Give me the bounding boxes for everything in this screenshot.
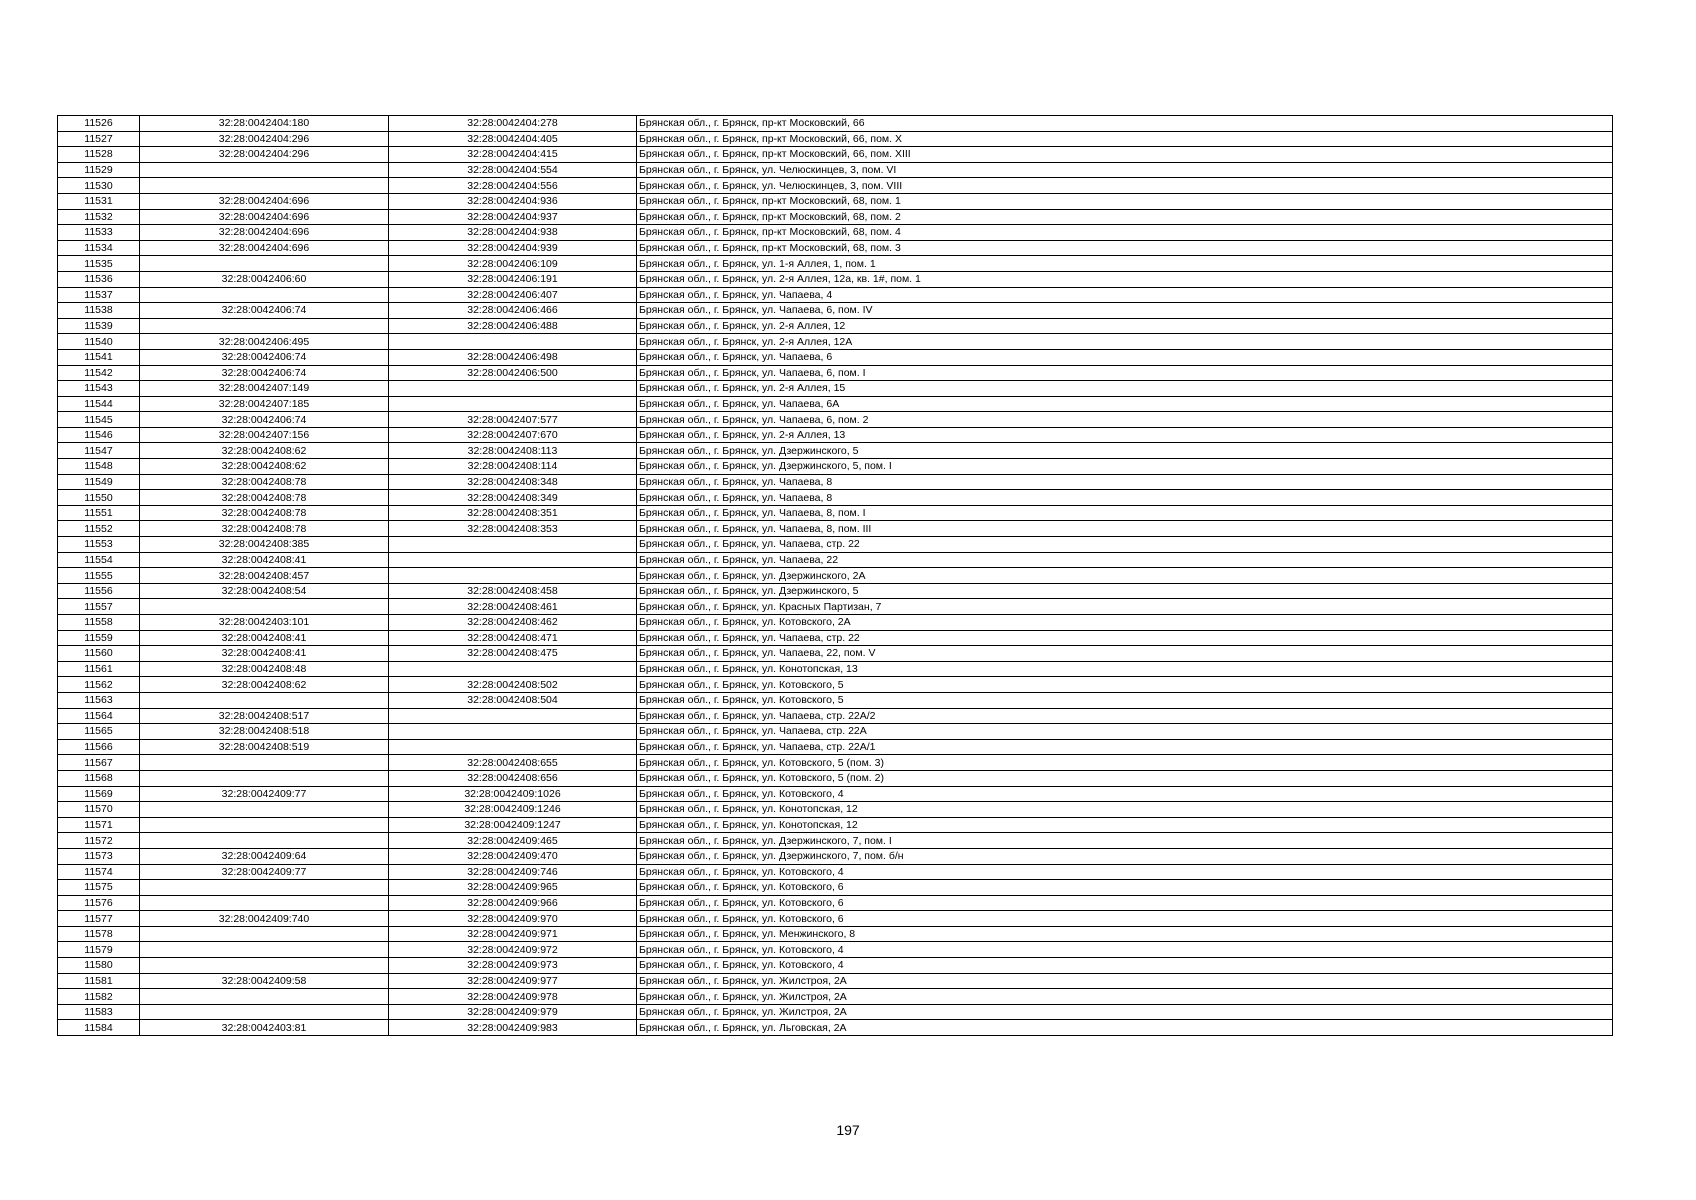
table-row [58, 240, 1613, 256]
table-row [58, 287, 1613, 303]
parent-cadastral-number-cell: 32:28:0042404:296 [140, 131, 389, 147]
row-number-cell: 11539 [58, 318, 140, 334]
cadastral-number-cell: 32:28:0042409:977 [389, 973, 637, 989]
cadastral-number-cell: 32:28:0042409:983 [389, 1020, 637, 1036]
parent-cadastral-number-cell: 32:28:0042408:41 [140, 646, 389, 662]
cadastral-number-cell [389, 537, 637, 553]
address-cell: Брянская обл., г. Брянск, ул. Чапаева, 8, пом. I [637, 505, 1613, 521]
table-row [58, 349, 1613, 365]
cadastral-number-cell: 32:28:0042408:114 [389, 459, 637, 475]
row-number-cell: 11546 [58, 427, 140, 443]
address-cell: Брянская обл., г. Брянск, ул. Котовского, 5 [637, 692, 1613, 708]
cadastral-number-cell: 32:28:0042404:554 [389, 162, 637, 178]
row-number-cell: 11534 [58, 240, 140, 256]
table-row [58, 225, 1613, 241]
parent-cadastral-number-cell: 32:28:0042408:78 [140, 521, 389, 537]
row-number-cell: 11560 [58, 646, 140, 662]
cadastral-number-cell: 32:28:0042404:936 [389, 193, 637, 209]
parent-cadastral-number-cell [140, 989, 389, 1005]
registry-table-body [58, 116, 1613, 1036]
address-cell: Брянская обл., г. Брянск, ул. Чапаева, стр. 22 [637, 537, 1613, 553]
row-number-cell: 11557 [58, 599, 140, 615]
table-row [58, 864, 1613, 880]
row-number-cell: 11568 [58, 770, 140, 786]
table-row [58, 365, 1613, 381]
cadastral-number-cell: 32:28:0042406:498 [389, 349, 637, 365]
table-row [58, 443, 1613, 459]
address-cell: Брянская обл., г. Брянск, пр-кт Московский, 66, пом. XIII [637, 147, 1613, 163]
cadastral-number-cell: 32:28:0042406:191 [389, 271, 637, 287]
table-row [58, 271, 1613, 287]
parent-cadastral-number-cell: 32:28:0042408:62 [140, 443, 389, 459]
row-number-cell: 11530 [58, 178, 140, 194]
table-row [58, 755, 1613, 771]
table-row [58, 490, 1613, 506]
address-cell: Брянская обл., г. Брянск, ул. Красных Партизан, 7 [637, 599, 1613, 615]
parent-cadastral-number-cell [140, 833, 389, 849]
address-cell: Брянская обл., г. Брянск, ул. Чапаева, 8 [637, 474, 1613, 490]
row-number-cell: 11577 [58, 911, 140, 927]
row-number-cell: 11567 [58, 755, 140, 771]
row-number-cell: 11554 [58, 552, 140, 568]
address-cell: Брянская обл., г. Брянск, ул. Дзержинского, 5 [637, 443, 1613, 459]
row-number-cell: 11571 [58, 817, 140, 833]
table-row [58, 147, 1613, 163]
property-registry-table [57, 115, 1613, 1036]
row-number-cell: 11553 [58, 537, 140, 553]
cadastral-number-cell: 32:28:0042404:556 [389, 178, 637, 194]
parent-cadastral-number-cell: 32:28:0042406:495 [140, 334, 389, 350]
table-row [58, 178, 1613, 194]
row-number-cell: 11538 [58, 303, 140, 319]
row-number-cell: 11542 [58, 365, 140, 381]
parent-cadastral-number-cell [140, 958, 389, 974]
cadastral-number-cell: 32:28:0042409:979 [389, 1004, 637, 1020]
address-cell: Брянская обл., г. Брянск, ул. Конотопская, 12 [637, 817, 1613, 833]
table-row [58, 661, 1613, 677]
cadastral-number-cell: 32:28:0042409:465 [389, 833, 637, 849]
address-cell: Брянская обл., г. Брянск, ул. Жилстроя, 2А [637, 1004, 1613, 1020]
row-number-cell: 11564 [58, 708, 140, 724]
table-row [58, 505, 1613, 521]
cadastral-number-cell: 32:28:0042409:965 [389, 880, 637, 896]
parent-cadastral-number-cell [140, 178, 389, 194]
address-cell: Брянская обл., г. Брянск, ул. Котовского, 6 [637, 911, 1613, 927]
cadastral-number-cell: 32:28:0042408:471 [389, 630, 637, 646]
row-number-cell: 11580 [58, 958, 140, 974]
table-row [58, 537, 1613, 553]
table-row [58, 381, 1613, 397]
cadastral-number-cell: 32:28:0042409:973 [389, 958, 637, 974]
parent-cadastral-number-cell [140, 880, 389, 896]
cadastral-number-cell: 32:28:0042408:353 [389, 521, 637, 537]
cadastral-number-cell: 32:28:0042406:466 [389, 303, 637, 319]
address-cell: Брянская обл., г. Брянск, ул. 2-я Аллея, 12А [637, 334, 1613, 350]
table-row [58, 427, 1613, 443]
cadastral-number-cell: 32:28:0042407:670 [389, 427, 637, 443]
cadastral-number-cell: 32:28:0042406:500 [389, 365, 637, 381]
address-cell: Брянская обл., г. Брянск, пр-кт Московский, 68, пом. 3 [637, 240, 1613, 256]
table-row [58, 848, 1613, 864]
table-row [58, 630, 1613, 646]
table-row [58, 334, 1613, 350]
row-number-cell: 11575 [58, 880, 140, 896]
row-number-cell: 11565 [58, 724, 140, 740]
table-row [58, 318, 1613, 334]
address-cell: Брянская обл., г. Брянск, ул. Котовского, 6 [637, 880, 1613, 896]
address-cell: Брянская обл., г. Брянск, ул. Чапаева, стр. 22А [637, 724, 1613, 740]
cadastral-number-cell: 32:28:0042408:461 [389, 599, 637, 615]
cadastral-number-cell: 32:28:0042409:972 [389, 942, 637, 958]
cadastral-number-cell: 32:28:0042409:1026 [389, 786, 637, 802]
table-row [58, 958, 1613, 974]
parent-cadastral-number-cell [140, 895, 389, 911]
parent-cadastral-number-cell: 32:28:0042408:78 [140, 474, 389, 490]
row-number-cell: 11533 [58, 225, 140, 241]
parent-cadastral-number-cell: 32:28:0042404:296 [140, 147, 389, 163]
row-number-cell: 11566 [58, 739, 140, 755]
cadastral-number-cell [389, 708, 637, 724]
parent-cadastral-number-cell: 32:28:0042404:696 [140, 225, 389, 241]
address-cell: Брянская обл., г. Брянск, ул. 2-я Аллея, 12а, кв. 1#, пом. 1 [637, 271, 1613, 287]
parent-cadastral-number-cell [140, 802, 389, 818]
parent-cadastral-number-cell: 32:28:0042406:74 [140, 303, 389, 319]
address-cell: Брянская обл., г. Брянск, пр-кт Московский, 66 [637, 116, 1613, 132]
page-number: 197 [836, 1122, 860, 1138]
address-cell: Брянская обл., г. Брянск, ул. Чапаева, 4 [637, 287, 1613, 303]
address-cell: Брянская обл., г. Брянск, ул. Чапаева, 8 [637, 490, 1613, 506]
parent-cadastral-number-cell: 32:28:0042406:74 [140, 349, 389, 365]
address-cell: Брянская обл., г. Брянск, ул. Чапаева, 6А [637, 396, 1613, 412]
row-number-cell: 11555 [58, 568, 140, 584]
row-number-cell: 11569 [58, 786, 140, 802]
row-number-cell: 11536 [58, 271, 140, 287]
row-number-cell: 11562 [58, 677, 140, 693]
parent-cadastral-number-cell: 32:28:0042408:385 [140, 537, 389, 553]
parent-cadastral-number-cell: 32:28:0042407:185 [140, 396, 389, 412]
table-row [58, 770, 1613, 786]
table-row [58, 646, 1613, 662]
table-row [58, 1020, 1613, 1036]
address-cell: Брянская обл., г. Брянск, ул. Жилстроя, 2А [637, 989, 1613, 1005]
row-number-cell: 11558 [58, 615, 140, 631]
address-cell: Брянская обл., г. Брянск, ул. 1-я Аллея, 1, пом. 1 [637, 256, 1613, 272]
address-cell: Брянская обл., г. Брянск, ул. Котовского, 4 [637, 958, 1613, 974]
address-cell: Брянская обл., г. Брянск, ул. Чапаева, 6 [637, 349, 1613, 365]
table-row [58, 568, 1613, 584]
row-number-cell: 11574 [58, 864, 140, 880]
table-row [58, 552, 1613, 568]
parent-cadastral-number-cell [140, 755, 389, 771]
address-cell: Брянская обл., г. Брянск, ул. Дзержинского, 2А [637, 568, 1613, 584]
address-cell: Брянская обл., г. Брянск, ул. Дзержинского, 5, пом. I [637, 459, 1613, 475]
address-cell: Брянская обл., г. Брянск, ул. Челюскинцев, 3, пом. VI [637, 162, 1613, 178]
cadastral-number-cell: 32:28:0042406:407 [389, 287, 637, 303]
cadastral-number-cell: 32:28:0042408:502 [389, 677, 637, 693]
row-number-cell: 11561 [58, 661, 140, 677]
parent-cadastral-number-cell: 32:28:0042408:518 [140, 724, 389, 740]
cadastral-number-cell: 32:28:0042408:656 [389, 770, 637, 786]
address-cell: Брянская обл., г. Брянск, ул. Жилстроя, 2А [637, 973, 1613, 989]
parent-cadastral-number-cell [140, 162, 389, 178]
table-row [58, 692, 1613, 708]
cadastral-number-cell [389, 552, 637, 568]
address-cell: Брянская обл., г. Брянск, ул. Чапаева, 22, пом. V [637, 646, 1613, 662]
parent-cadastral-number-cell: 32:28:0042409:77 [140, 786, 389, 802]
cadastral-number-cell: 32:28:0042409:971 [389, 926, 637, 942]
row-number-cell: 11540 [58, 334, 140, 350]
parent-cadastral-number-cell [140, 599, 389, 615]
address-cell: Брянская обл., г. Брянск, ул. Котовского, 4 [637, 942, 1613, 958]
table-row [58, 989, 1613, 1005]
cadastral-number-cell [389, 396, 637, 412]
table-row [58, 131, 1613, 147]
table-row [58, 396, 1613, 412]
parent-cadastral-number-cell [140, 318, 389, 334]
table-row [58, 256, 1613, 272]
table-row [58, 677, 1613, 693]
parent-cadastral-number-cell: 32:28:0042409:64 [140, 848, 389, 864]
table-row [58, 521, 1613, 537]
parent-cadastral-number-cell [140, 817, 389, 833]
row-number-cell: 11526 [58, 116, 140, 132]
row-number-cell: 11552 [58, 521, 140, 537]
row-number-cell: 11545 [58, 412, 140, 428]
row-number-cell: 11527 [58, 131, 140, 147]
row-number-cell: 11531 [58, 193, 140, 209]
address-cell: Брянская обл., г. Брянск, пр-кт Московский, 66, пом. X [637, 131, 1613, 147]
parent-cadastral-number-cell: 32:28:0042408:62 [140, 677, 389, 693]
table-row [58, 895, 1613, 911]
table-row [58, 459, 1613, 475]
address-cell: Брянская обл., г. Брянск, ул. Котовского, 5 [637, 677, 1613, 693]
cadastral-number-cell: 32:28:0042408:349 [389, 490, 637, 506]
cadastral-number-cell: 32:28:0042404:415 [389, 147, 637, 163]
cadastral-number-cell: 32:28:0042408:475 [389, 646, 637, 662]
cadastral-number-cell: 32:28:0042404:937 [389, 209, 637, 225]
cadastral-number-cell [389, 381, 637, 397]
cadastral-number-cell [389, 334, 637, 350]
row-number-cell: 11576 [58, 895, 140, 911]
address-cell: Брянская обл., г. Брянск, ул. Чапаева, 22 [637, 552, 1613, 568]
cadastral-number-cell: 32:28:0042408:113 [389, 443, 637, 459]
address-cell: Брянская обл., г. Брянск, ул. 2-я Аллея, 13 [637, 427, 1613, 443]
address-cell: Брянская обл., г. Брянск, ул. Котовского, 4 [637, 864, 1613, 880]
row-number-cell: 11529 [58, 162, 140, 178]
address-cell: Брянская обл., г. Брянск, ул. Чапаева, 8, пом. III [637, 521, 1613, 537]
address-cell: Брянская обл., г. Брянск, ул. Чапаева, 6, пом. IV [637, 303, 1613, 319]
address-cell: Брянская обл., г. Брянск, ул. Конотопская, 12 [637, 802, 1613, 818]
cadastral-number-cell [389, 568, 637, 584]
parent-cadastral-number-cell: 32:28:0042404:696 [140, 209, 389, 225]
row-number-cell: 11532 [58, 209, 140, 225]
parent-cadastral-number-cell: 32:28:0042404:696 [140, 240, 389, 256]
parent-cadastral-number-cell: 32:28:0042403:101 [140, 615, 389, 631]
row-number-cell: 11550 [58, 490, 140, 506]
parent-cadastral-number-cell: 32:28:0042407:149 [140, 381, 389, 397]
table-row [58, 474, 1613, 490]
table-row [58, 116, 1613, 132]
parent-cadastral-number-cell [140, 1004, 389, 1020]
cadastral-number-cell: 32:28:0042406:488 [389, 318, 637, 334]
address-cell: Брянская обл., г. Брянск, ул. Конотопская, 13 [637, 661, 1613, 677]
parent-cadastral-number-cell: 32:28:0042408:457 [140, 568, 389, 584]
cadastral-number-cell: 32:28:0042409:1247 [389, 817, 637, 833]
address-cell: Брянская обл., г. Брянск, ул. Дзержинского, 7, пом. б/н [637, 848, 1613, 864]
address-cell: Брянская обл., г. Брянск, ул. Котовского, 5 (пом. 2) [637, 770, 1613, 786]
cadastral-number-cell [389, 724, 637, 740]
row-number-cell: 11573 [58, 848, 140, 864]
parent-cadastral-number-cell: 32:28:0042408:48 [140, 661, 389, 677]
cadastral-number-cell: 32:28:0042406:109 [389, 256, 637, 272]
parent-cadastral-number-cell: 32:28:0042406:74 [140, 365, 389, 381]
address-cell: Брянская обл., г. Брянск, ул. Чапаева, стр. 22А/1 [637, 739, 1613, 755]
table-row [58, 973, 1613, 989]
parent-cadastral-number-cell: 32:28:0042406:74 [140, 412, 389, 428]
table-row [58, 926, 1613, 942]
row-number-cell: 11582 [58, 989, 140, 1005]
address-cell: Брянская обл., г. Брянск, ул. Чапаева, 6, пом. I [637, 365, 1613, 381]
parent-cadastral-number-cell: 32:28:0042408:62 [140, 459, 389, 475]
table-row [58, 162, 1613, 178]
table-row [58, 209, 1613, 225]
parent-cadastral-number-cell: 32:28:0042407:156 [140, 427, 389, 443]
parent-cadastral-number-cell: 32:28:0042409:77 [140, 864, 389, 880]
table-row [58, 615, 1613, 631]
row-number-cell: 11528 [58, 147, 140, 163]
parent-cadastral-number-cell: 32:28:0042404:180 [140, 116, 389, 132]
parent-cadastral-number-cell [140, 926, 389, 942]
address-cell: Брянская обл., г. Брянск, ул. Челюскинцев, 3, пом. VIII [637, 178, 1613, 194]
cadastral-number-cell: 32:28:0042408:351 [389, 505, 637, 521]
row-number-cell: 11572 [58, 833, 140, 849]
parent-cadastral-number-cell [140, 692, 389, 708]
cadastral-number-cell [389, 739, 637, 755]
table-row [58, 786, 1613, 802]
cadastral-number-cell: 32:28:0042408:462 [389, 615, 637, 631]
row-number-cell: 11549 [58, 474, 140, 490]
parent-cadastral-number-cell: 32:28:0042408:78 [140, 505, 389, 521]
parent-cadastral-number-cell: 32:28:0042409:740 [140, 911, 389, 927]
parent-cadastral-number-cell: 32:28:0042408:41 [140, 630, 389, 646]
cadastral-number-cell: 32:28:0042404:938 [389, 225, 637, 241]
parent-cadastral-number-cell [140, 287, 389, 303]
parent-cadastral-number-cell: 32:28:0042403:81 [140, 1020, 389, 1036]
address-cell: Брянская обл., г. Брянск, ул. 2-я Аллея, 12 [637, 318, 1613, 334]
cadastral-number-cell: 32:28:0042404:278 [389, 116, 637, 132]
address-cell: Брянская обл., г. Брянск, ул. Котовского, 5 (пом. 3) [637, 755, 1613, 771]
cadastral-number-cell: 32:28:0042404:939 [389, 240, 637, 256]
cadastral-number-cell: 32:28:0042407:577 [389, 412, 637, 428]
table-row [58, 193, 1613, 209]
address-cell: Брянская обл., г. Брянск, ул. Дзержинского, 7, пом. I [637, 833, 1613, 849]
cadastral-number-cell: 32:28:0042409:470 [389, 848, 637, 864]
parent-cadastral-number-cell: 32:28:0042408:78 [140, 490, 389, 506]
parent-cadastral-number-cell [140, 942, 389, 958]
parent-cadastral-number-cell: 32:28:0042404:696 [140, 193, 389, 209]
cadastral-number-cell: 32:28:0042408:655 [389, 755, 637, 771]
address-cell: Брянская обл., г. Брянск, ул. Дзержинского, 5 [637, 583, 1613, 599]
row-number-cell: 11544 [58, 396, 140, 412]
table-row [58, 817, 1613, 833]
row-number-cell: 11570 [58, 802, 140, 818]
row-number-cell: 11579 [58, 942, 140, 958]
table-row [58, 583, 1613, 599]
cadastral-number-cell: 32:28:0042409:746 [389, 864, 637, 880]
row-number-cell: 11547 [58, 443, 140, 459]
row-number-cell: 11584 [58, 1020, 140, 1036]
row-number-cell: 11559 [58, 630, 140, 646]
table-row [58, 802, 1613, 818]
row-number-cell: 11541 [58, 349, 140, 365]
table-row [58, 303, 1613, 319]
cadastral-number-cell: 32:28:0042409:978 [389, 989, 637, 1005]
row-number-cell: 11563 [58, 692, 140, 708]
row-number-cell: 11551 [58, 505, 140, 521]
address-cell: Брянская обл., г. Брянск, ул. Менжинского, 8 [637, 926, 1613, 942]
address-cell: Брянская обл., г. Брянск, ул. Котовского, 2А [637, 615, 1613, 631]
parent-cadastral-number-cell: 32:28:0042408:517 [140, 708, 389, 724]
row-number-cell: 11578 [58, 926, 140, 942]
row-number-cell: 11535 [58, 256, 140, 272]
address-cell: Брянская обл., г. Брянск, пр-кт Московский, 68, пом. 1 [637, 193, 1613, 209]
address-cell: Брянская обл., г. Брянск, ул. Чапаева, 6, пом. 2 [637, 412, 1613, 428]
row-number-cell: 11543 [58, 381, 140, 397]
cadastral-number-cell: 32:28:0042404:405 [389, 131, 637, 147]
cadastral-number-cell: 32:28:0042409:970 [389, 911, 637, 927]
cadastral-number-cell: 32:28:0042408:458 [389, 583, 637, 599]
table-row [58, 1004, 1613, 1020]
parent-cadastral-number-cell [140, 256, 389, 272]
cadastral-number-cell: 32:28:0042409:1246 [389, 802, 637, 818]
parent-cadastral-number-cell: 32:28:0042408:41 [140, 552, 389, 568]
address-cell: Брянская обл., г. Брянск, пр-кт Московский, 68, пом. 2 [637, 209, 1613, 225]
cadastral-number-cell [389, 661, 637, 677]
table-row [58, 833, 1613, 849]
table-row [58, 724, 1613, 740]
row-number-cell: 11548 [58, 459, 140, 475]
table-row [58, 708, 1613, 724]
table-row [58, 911, 1613, 927]
parent-cadastral-number-cell: 32:28:0042406:60 [140, 271, 389, 287]
cadastral-number-cell: 32:28:0042408:348 [389, 474, 637, 490]
row-number-cell: 11581 [58, 973, 140, 989]
address-cell: Брянская обл., г. Брянск, пр-кт Московский, 68, пом. 4 [637, 225, 1613, 241]
address-cell: Брянская обл., г. Брянск, ул. Чапаева, стр. 22А/2 [637, 708, 1613, 724]
cadastral-number-cell: 32:28:0042409:966 [389, 895, 637, 911]
cadastral-number-cell: 32:28:0042408:504 [389, 692, 637, 708]
address-cell: Брянская обл., г. Брянск, ул. Котовского, 4 [637, 786, 1613, 802]
address-cell: Брянская обл., г. Брянск, ул. Котовского, 6 [637, 895, 1613, 911]
address-cell: Брянская обл., г. Брянск, ул. Чапаева, стр. 22 [637, 630, 1613, 646]
row-number-cell: 11537 [58, 287, 140, 303]
parent-cadastral-number-cell: 32:28:0042408:54 [140, 583, 389, 599]
parent-cadastral-number-cell [140, 770, 389, 786]
parent-cadastral-number-cell: 32:28:0042409:58 [140, 973, 389, 989]
table-row [58, 880, 1613, 896]
table-row [58, 942, 1613, 958]
table-row [58, 739, 1613, 755]
row-number-cell: 11583 [58, 1004, 140, 1020]
table-row [58, 412, 1613, 428]
table-row [58, 599, 1613, 615]
address-cell: Брянская обл., г. Брянск, ул. Льговская, 2А [637, 1020, 1613, 1036]
address-cell: Брянская обл., г. Брянск, ул. 2-я Аллея, 15 [637, 381, 1613, 397]
row-number-cell: 11556 [58, 583, 140, 599]
parent-cadastral-number-cell: 32:28:0042408:519 [140, 739, 389, 755]
